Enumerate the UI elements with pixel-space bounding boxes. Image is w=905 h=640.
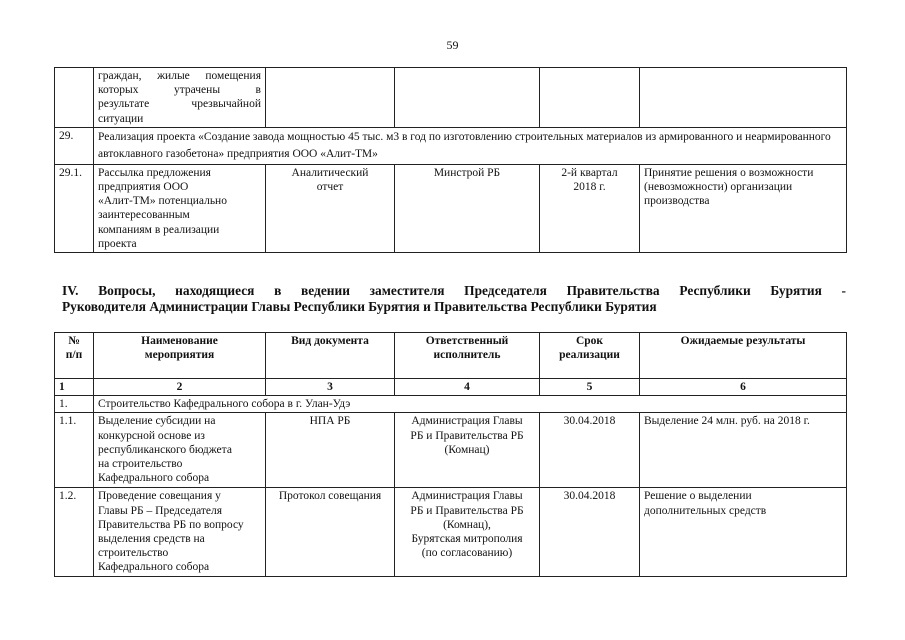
text-line: которых утрачены в (98, 84, 261, 97)
table-row (55, 127, 847, 164)
cell-term (540, 68, 640, 128)
cell-doc: НПА РБ (266, 413, 395, 488)
header-doc: Вид документа (266, 333, 395, 379)
cell-executor: Администрация Главы РБ и Правительства РБ (Комнац), Бурятская митрополия (по согласованию) (395, 488, 540, 576)
table-main (54, 332, 847, 577)
table-row (55, 164, 847, 252)
cell-result (640, 68, 847, 128)
col-number: 3 (266, 379, 395, 396)
header-result: Ожидаемые результаты (640, 333, 847, 379)
table-row (55, 396, 847, 413)
header-name: Наименование мероприятия (94, 333, 266, 379)
cell-num: 1.2. (55, 488, 94, 576)
table-row (55, 413, 847, 488)
table-header-row (55, 333, 847, 379)
col-number: 6 (640, 379, 847, 396)
cell-project-title: Строительство Кафедрального собора в г. Улан-Удэ (94, 396, 847, 413)
cell-term: 2-й квартал 2018 г. (540, 164, 640, 252)
cell-executor: Минстрой РБ (395, 164, 540, 252)
cell-name: Выделение субсидии на конкурсной основе из республиканского бюджета на строительство Кафедрального собора (94, 413, 266, 488)
cell-name (94, 68, 266, 128)
column-number-row (55, 379, 847, 396)
cell-term: 30.04.2018 (540, 413, 640, 488)
section-title (62, 283, 846, 315)
table-row (55, 488, 847, 576)
cell-num: 29.1. (55, 164, 94, 252)
cell-result: Выделение 24 млн. руб. на 2018 г. (640, 413, 847, 488)
cell-num: 1. (55, 396, 94, 413)
table-continuation (54, 67, 847, 253)
col-number: 2 (94, 379, 266, 396)
text-line: граждан, жилые помещения (98, 70, 261, 82)
cell-result: Решение о выделении дополнительных средств (640, 488, 847, 576)
text-line: результате чрезвычайной (98, 98, 261, 111)
page-number: 59 (446, 38, 459, 52)
cell-num: 29. (55, 127, 94, 164)
header-num: № п/п (55, 333, 94, 379)
header-executor: Ответственный исполнитель (395, 333, 540, 379)
col-number: 1 (55, 379, 94, 396)
cell-doc (266, 68, 395, 128)
cell-doc: Аналитический отчет (266, 164, 395, 252)
col-number: 4 (395, 379, 540, 396)
cell-num (55, 68, 94, 128)
cell-name: Рассылка предложения предприятия ООО «Алит-ТМ» потенциально заинтересованным компаниям в реализации проекта (94, 164, 266, 252)
header-term: Срок реализации (540, 333, 640, 379)
cell-term: 30.04.2018 (540, 488, 640, 576)
section-title-line: Руководителя Администрации Главы Республики Бурятия и Правительства Республики Бурятия (62, 299, 657, 314)
text-line: ситуации (98, 112, 144, 125)
section-title-line: IV. Вопросы, находящиеся в ведении заместителя Председателя Правительства Республики Бурятия - (62, 283, 846, 298)
cell-num: 1.1. (55, 413, 94, 488)
table-row (55, 68, 847, 128)
cell-executor (395, 68, 540, 128)
cell-executor: Администрация Главы РБ и Правительства РБ (Комнац) (395, 413, 540, 488)
cell-result: Принятие решения о возможности (невозможности) организации производства (640, 164, 847, 252)
col-number: 5 (540, 379, 640, 396)
cell-project-title: Реализация проекта «Создание завода мощностью 45 тыс. м3 в год по изготовлению строительных материалов из армированного и неармированного автоклавного газобетона» предприятия ООО «Алит-ТМ» (94, 127, 847, 164)
cell-name: Проведение совещания у Главы РБ – Председателя Правительства РБ по вопросу выделения средств на строительство Кафедрального собора (94, 488, 266, 576)
cell-doc: Протокол совещания (266, 488, 395, 576)
